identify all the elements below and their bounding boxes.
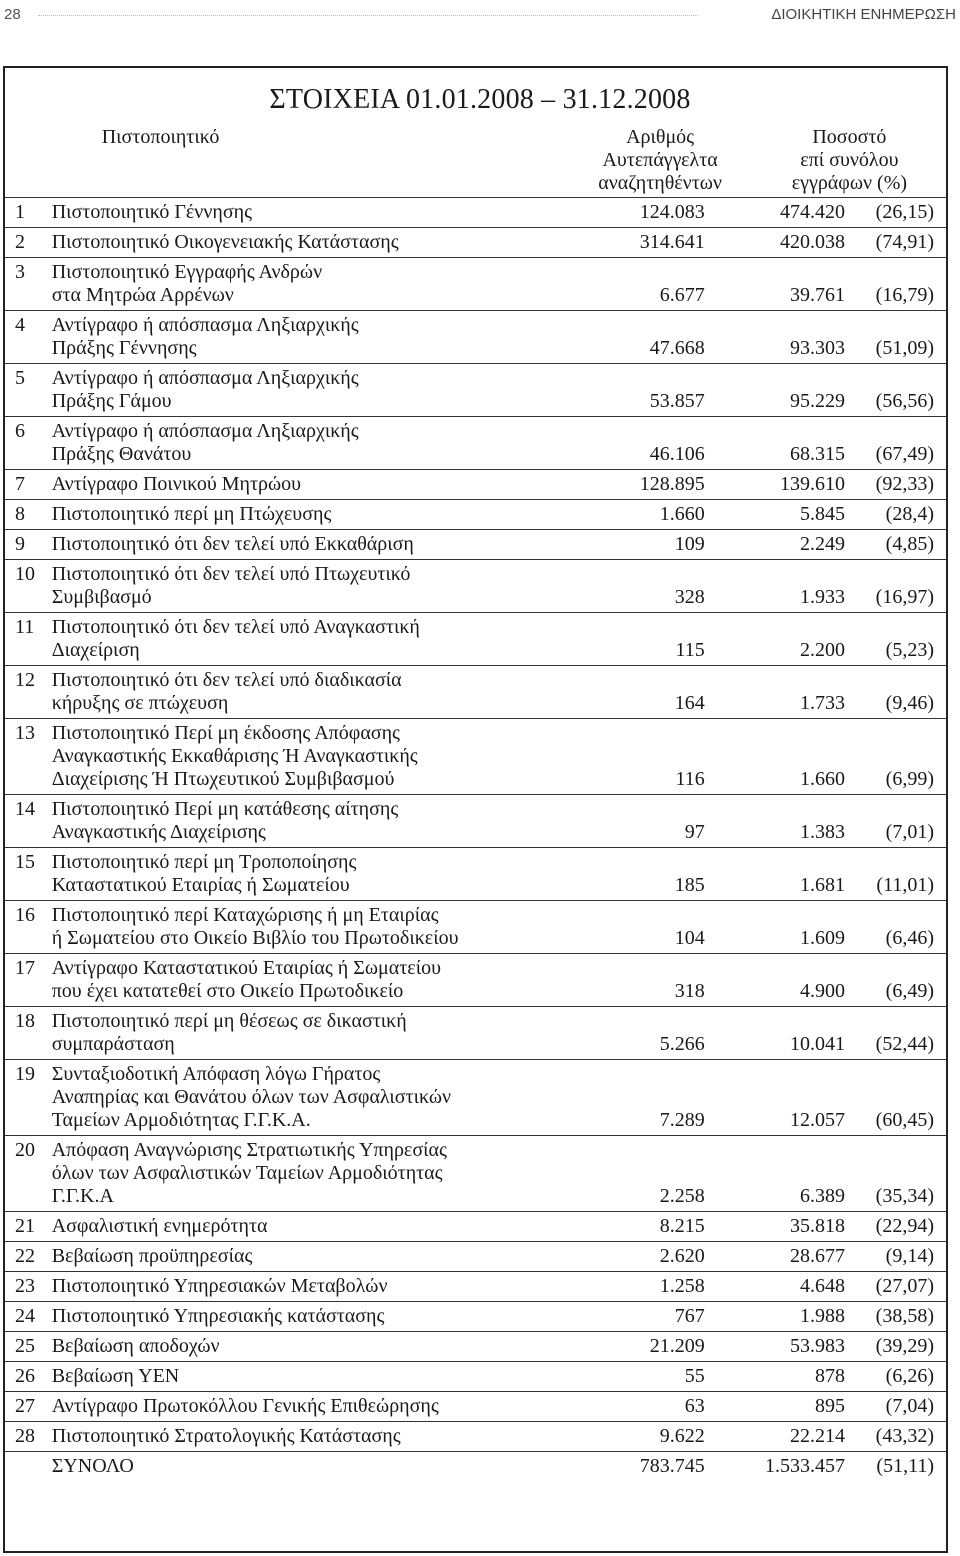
certificate-name-line: Πιστοποιητικό περί Καταχώρισης ή μη Εταιρίας	[51, 904, 439, 926]
page-number: 28	[4, 6, 21, 23]
percentage: (28,4)	[845, 500, 946, 530]
table-row	[5, 560, 946, 613]
total-documents: 1.681	[753, 848, 845, 901]
table-row	[5, 500, 946, 530]
row-number: 22	[5, 1242, 52, 1272]
row-number: 5	[5, 364, 52, 417]
total-documents: 1.933	[753, 560, 845, 613]
certificate-name	[52, 1332, 582, 1362]
percentage: (27,07)	[845, 1272, 946, 1302]
row-number: 12	[5, 666, 52, 719]
percentage: (4,85)	[845, 530, 946, 560]
table-row	[5, 530, 946, 560]
percentage: (67,49)	[845, 417, 946, 470]
certificate-name-line: Πιστοποιητικό Περί μη έκδοσης Απόφασης	[51, 722, 400, 744]
certificate-name-line: Βεβαίωση προϋπηρεσίας	[51, 1245, 253, 1267]
total-documents: 1.660	[753, 719, 845, 795]
certificate-name-line: Πράξης Γέννησης	[51, 337, 197, 359]
certificate-name-line: Καταστατικού Εταιρίας ή Σωματείου	[51, 874, 350, 896]
certificate-name	[52, 258, 582, 311]
total-documents: 93.303	[753, 311, 845, 364]
total-documents: 4.648	[753, 1272, 845, 1302]
ex-officio-count: 116	[581, 719, 752, 795]
totals-row	[5, 1452, 946, 1482]
totals-percent: (51,11)	[876, 1455, 934, 1477]
table-row	[5, 228, 946, 258]
table-row	[5, 311, 946, 364]
percentage: (74,91)	[845, 228, 946, 258]
percentage: (52,44)	[845, 1007, 946, 1060]
table-row	[5, 954, 946, 1007]
ex-officio-count: 115	[581, 613, 752, 666]
table-row	[5, 1136, 946, 1212]
certificate-name-line: ή Σωματείου στο Οικείο Βιβλίο του Πρωτοδικείου	[51, 927, 459, 949]
certificate-name	[52, 901, 582, 954]
certificate-name-line: Πράξης Θανάτου	[51, 443, 192, 465]
total-documents: 1.383	[753, 795, 845, 848]
percentage: (7,01)	[845, 795, 946, 848]
row-number: 27	[5, 1392, 52, 1422]
certificate-name-line: Ασφαλιστική ενημερότητα	[51, 1215, 268, 1237]
certificate-name	[52, 848, 582, 901]
header-share-line: εγγράφων (%)	[791, 172, 908, 194]
certificate-name-line: Συνταξιοδοτική Απόφαση λόγω Γήρατος	[51, 1063, 381, 1085]
certificate-name	[52, 417, 582, 470]
row-number: 23	[5, 1272, 52, 1302]
percentage: (6,99)	[845, 719, 946, 795]
ex-officio-count: 8.215	[581, 1212, 752, 1242]
total-documents: 895	[753, 1392, 845, 1422]
certificate-name-line: Πιστοποιητικό ότι δεν τελεί υπό Πτωχευτικό	[51, 563, 411, 585]
certificate-name-line: Ταμείων Αρμοδιότητας Γ.Γ.Κ.Α.	[51, 1109, 311, 1131]
header-share	[753, 124, 946, 198]
certificate-name	[52, 1242, 582, 1272]
certificate-name-line: Πιστοποιητικό Υπηρεσιακών Μεταβολών	[51, 1275, 388, 1297]
total-documents: 4.900	[753, 954, 845, 1007]
certificate-name-line: Αναγκαστικής Εκκαθάρισης Ή Αναγκαστικής	[51, 745, 418, 767]
running-header	[0, 0, 960, 26]
row-number: 17	[5, 954, 52, 1007]
total-documents: 1.988	[753, 1302, 845, 1332]
header-count-line: αναζητηθέντων	[598, 172, 722, 194]
ex-officio-count: 1.660	[581, 500, 752, 530]
ex-officio-count: 2.620	[581, 1242, 752, 1272]
percentage: (6,26)	[845, 1362, 946, 1392]
certificate-name-line: Αντίγραφο ή απόσπασμα Ληξιαρχικής	[51, 314, 359, 336]
row-number: 26	[5, 1362, 52, 1392]
certificate-name-line: Αντίγραφο ή απόσπασμα Ληξιαρχικής	[51, 367, 359, 389]
row-number: 14	[5, 795, 52, 848]
percentage: (9,14)	[845, 1242, 946, 1272]
total-documents: 53.983	[753, 1332, 845, 1362]
totals-total: 1.533.457	[764, 1455, 845, 1477]
row-number: 9	[5, 530, 52, 560]
percentage: (22,94)	[845, 1212, 946, 1242]
row-number: 3	[5, 258, 52, 311]
certificate-name	[52, 530, 582, 560]
percentage: (6,46)	[845, 901, 946, 954]
ex-officio-count: 1.258	[581, 1272, 752, 1302]
row-number: 4	[5, 311, 52, 364]
publication-title: ΔΙΟΙΚΗΤΙΚΗ ΕΝΗΜΕΡΩΣΗ	[771, 6, 956, 23]
ex-officio-count: 185	[581, 848, 752, 901]
certificate-name	[52, 719, 582, 795]
table-row	[5, 666, 946, 719]
certificate-name-line: Βεβαίωση αποδοχών	[51, 1335, 220, 1357]
certificate-name-line: Διαχείρισης Ή Πτωχευτικού Συμβιβασμού	[51, 768, 395, 790]
total-documents: 10.041	[753, 1007, 845, 1060]
ex-officio-count: 97	[581, 795, 752, 848]
header-count-line: Αριθμός	[626, 126, 695, 148]
header-certificate: Πιστοποιητικό	[52, 124, 582, 198]
total-documents: 878	[753, 1362, 845, 1392]
total-documents: 68.315	[753, 417, 845, 470]
table-row	[5, 1272, 946, 1302]
certificate-name-line: Απόφαση Αναγνώρισης Στρατιωτικής Υπηρεσίας	[51, 1139, 447, 1161]
table-row	[5, 795, 946, 848]
ex-officio-count: 5.266	[581, 1007, 752, 1060]
percentage: (60,45)	[845, 1060, 946, 1136]
total-documents: 39.761	[753, 258, 845, 311]
percentage: (16,79)	[845, 258, 946, 311]
header-number-cell	[5, 124, 52, 198]
percentage: (56,56)	[845, 364, 946, 417]
certificate-name-line: συμπαράσταση	[51, 1033, 175, 1055]
row-number: 20	[5, 1136, 52, 1212]
row-number: 19	[5, 1060, 52, 1136]
table-row	[5, 1212, 946, 1242]
percentage: (26,15)	[845, 198, 946, 228]
certificate-name-line: Πιστοποιητικό Γέννησης	[51, 201, 253, 223]
page-title: ΣΤΟΙΧΕΙΑ 01.01.2008 – 31.12.2008	[269, 84, 691, 115]
ex-officio-count: 21.209	[581, 1332, 752, 1362]
total-documents: 1.733	[753, 666, 845, 719]
certificate-name	[52, 470, 582, 500]
certificate-name	[52, 364, 582, 417]
certificate-name-line: Πιστοποιητικό Εγγραφής Ανδρών	[51, 261, 323, 283]
certificate-name-line: Συμβιβασμό	[51, 586, 152, 608]
row-number: 16	[5, 901, 52, 954]
certificate-name	[52, 1060, 582, 1136]
total-documents: 5.845	[753, 500, 845, 530]
ex-officio-count: 124.083	[581, 198, 752, 228]
certificate-name-line: Πιστοποιητικό Στρατολογικής Κατάστασης	[51, 1425, 401, 1447]
percentage: (11,01)	[845, 848, 946, 901]
certificate-name	[52, 1362, 582, 1392]
ex-officio-count: 7.289	[581, 1060, 752, 1136]
ex-officio-count: 63	[581, 1392, 752, 1422]
total-documents: 2.200	[753, 613, 845, 666]
total-documents: 95.229	[753, 364, 845, 417]
header-share-line: Ποσοστό	[812, 126, 887, 148]
ex-officio-count: 128.895	[581, 470, 752, 500]
table-row	[5, 1007, 946, 1060]
certificate-name-line: όλων των Ασφαλιστικών Ταμείων Αρμοδιότητας	[51, 1162, 443, 1184]
row-number: 11	[5, 613, 52, 666]
certificate-name	[52, 560, 582, 613]
table-row	[5, 1362, 946, 1392]
certificate-name-line: στα Μητρώα Αρρένων	[51, 284, 234, 306]
totals-count: 783.745	[639, 1455, 705, 1477]
certificate-name-line: Αντίγραφο Πρωτοκόλλου Γενικής Επιθεώρησης	[51, 1395, 439, 1417]
certificate-name-line: Πιστοποιητικό περί μη θέσεως σε δικαστική	[51, 1010, 407, 1032]
percentage: (39,29)	[845, 1332, 946, 1362]
ex-officio-count: 9.622	[581, 1422, 752, 1452]
percentage: (9,46)	[845, 666, 946, 719]
percentage: (43,32)	[845, 1422, 946, 1452]
table-row	[5, 364, 946, 417]
certificate-name-line: Πιστοποιητικό Περί μη κατάθεσης αίτησης	[51, 798, 399, 820]
row-number: 28	[5, 1422, 52, 1452]
ex-officio-count: 318	[581, 954, 752, 1007]
row-number: 7	[5, 470, 52, 500]
total-documents: 35.818	[753, 1212, 845, 1242]
certificate-name	[52, 1212, 582, 1242]
certificate-name	[52, 795, 582, 848]
certificate-name-line: Πιστοποιητικό ότι δεν τελεί υπό Εκκαθάριση	[51, 533, 414, 555]
ex-officio-count: 109	[581, 530, 752, 560]
total-documents: 28.677	[753, 1242, 845, 1272]
certificate-name-line: Γ.Γ.Κ.Α	[51, 1185, 114, 1207]
certificate-name-line: Διαχείριση	[51, 639, 140, 661]
totals-number-cell	[5, 1452, 52, 1482]
table-row	[5, 901, 946, 954]
certificate-name	[52, 500, 582, 530]
ex-officio-count: 53.857	[581, 364, 752, 417]
certificate-name	[52, 1136, 582, 1212]
certificate-name-line: Αντίγραφο Καταστατικού Εταιρίας ή Σωματείου	[51, 957, 441, 979]
total-documents: 22.214	[753, 1422, 845, 1452]
certificate-name	[52, 228, 582, 258]
ex-officio-count: 47.668	[581, 311, 752, 364]
ex-officio-count: 164	[581, 666, 752, 719]
total-documents: 474.420	[753, 198, 845, 228]
table-row	[5, 198, 946, 228]
percentage: (38,58)	[845, 1302, 946, 1332]
table-row	[5, 1242, 946, 1272]
percentage: (6,49)	[845, 954, 946, 1007]
ex-officio-count: 2.258	[581, 1136, 752, 1212]
certificate-name	[52, 1302, 582, 1332]
table-row	[5, 258, 946, 311]
certificate-name-line: Πιστοποιητικό Υπηρεσιακής κατάστασης	[51, 1305, 385, 1327]
row-number: 13	[5, 719, 52, 795]
header-count	[581, 124, 752, 198]
row-number: 18	[5, 1007, 52, 1060]
row-number: 8	[5, 500, 52, 530]
table-row	[5, 848, 946, 901]
certificate-name-line: Πιστοποιητικό περί μη Τροποποίησης	[51, 851, 357, 873]
table-body	[5, 198, 946, 1452]
table-row	[5, 1392, 946, 1422]
total-documents: 1.609	[753, 901, 845, 954]
total-documents: 6.389	[753, 1136, 845, 1212]
certificate-name	[52, 954, 582, 1007]
table-row	[5, 1060, 946, 1136]
table-header-row	[5, 124, 946, 198]
total-documents: 2.249	[753, 530, 845, 560]
row-number: 15	[5, 848, 52, 901]
ex-officio-count: 6.677	[581, 258, 752, 311]
certificate-name-line: Πιστοποιητικό ότι δεν τελεί υπό Αναγκαστική	[51, 616, 420, 638]
certificate-name-line: Πιστοποιητικό περί μη Πτώχευσης	[51, 503, 332, 525]
certificate-name	[52, 311, 582, 364]
total-documents: 420.038	[753, 228, 845, 258]
certificates-table	[5, 124, 946, 1481]
certificate-name-line: Βεβαίωση ΥΕΝ	[51, 1365, 180, 1387]
certificate-name-line: που έχει κατατεθεί στο Οικείο Πρωτοδικείο	[51, 980, 404, 1002]
certificate-name	[52, 1007, 582, 1060]
ex-officio-count: 767	[581, 1302, 752, 1332]
certificate-name-line: Αναγκαστικής Διαχείρισης	[51, 821, 266, 843]
totals-label: ΣΥΝΟΛΟ	[51, 1455, 134, 1477]
ex-officio-count: 55	[581, 1362, 752, 1392]
certificate-name-line: Αντίγραφο ή απόσπασμα Ληξιαρχικής	[51, 420, 359, 442]
row-number: 1	[5, 198, 52, 228]
row-number: 6	[5, 417, 52, 470]
total-documents: 12.057	[753, 1060, 845, 1136]
table-row	[5, 470, 946, 500]
row-number: 24	[5, 1302, 52, 1332]
percentage: (5,23)	[845, 613, 946, 666]
percentage: (51,09)	[845, 311, 946, 364]
certificate-name-line: Αντίγραφο Ποινικού Μητρώου	[51, 473, 302, 495]
table-row	[5, 1332, 946, 1362]
ex-officio-count: 314.641	[581, 228, 752, 258]
row-number: 2	[5, 228, 52, 258]
table-row	[5, 719, 946, 795]
percentage: (7,04)	[845, 1392, 946, 1422]
percentage: (16,97)	[845, 560, 946, 613]
percentage: (92,33)	[845, 470, 946, 500]
header-rule	[38, 15, 698, 16]
table-row	[5, 417, 946, 470]
header-count-line: Αυτεπάγγελτα	[602, 149, 718, 171]
total-documents: 139.610	[753, 470, 845, 500]
certificate-name-line: Αναπηρίας και Θανάτου όλων των Ασφαλιστικών	[51, 1086, 452, 1108]
table-row	[5, 613, 946, 666]
row-number: 10	[5, 560, 52, 613]
certificate-name-line: Πράξης Γάμου	[51, 390, 172, 412]
certificate-name-line: Πιστοποιητικό Οικογενειακής Κατάστασης	[51, 231, 399, 253]
certificate-name	[52, 613, 582, 666]
certificate-name-line: Πιστοποιητικό ότι δεν τελεί υπό διαδικασία	[51, 669, 402, 691]
certificate-name	[52, 1272, 582, 1302]
certificate-name	[52, 1422, 582, 1452]
row-number: 21	[5, 1212, 52, 1242]
header-share-line: επί συνόλου	[800, 149, 899, 171]
table-row	[5, 1422, 946, 1452]
table-row	[5, 1302, 946, 1332]
certificate-name-line: κήρυξης σε πτώχευση	[51, 692, 229, 714]
ex-officio-count: 46.106	[581, 417, 752, 470]
percentage: (35,34)	[845, 1136, 946, 1212]
certificate-name	[52, 1392, 582, 1422]
ex-officio-count: 328	[581, 560, 752, 613]
ex-officio-count: 104	[581, 901, 752, 954]
certificate-name	[52, 666, 582, 719]
row-number: 25	[5, 1332, 52, 1362]
certificate-name	[52, 198, 582, 228]
